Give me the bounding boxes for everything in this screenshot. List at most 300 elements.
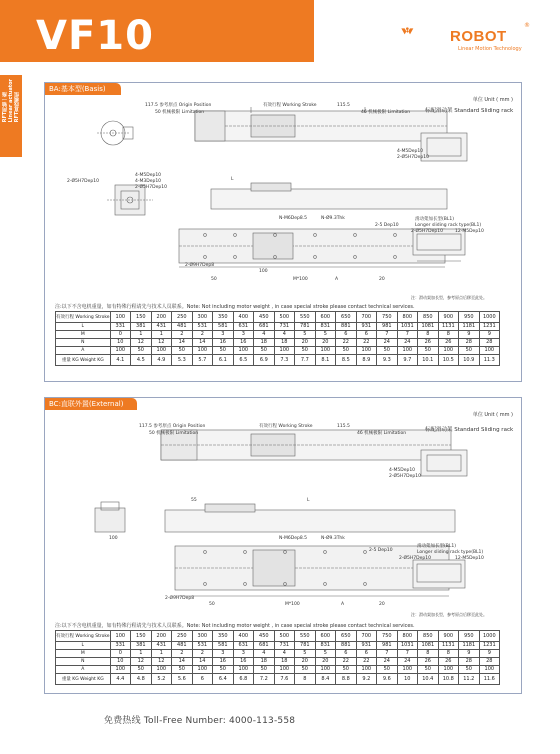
table-cell: 6.1 bbox=[213, 355, 234, 366]
table-cell: 881 bbox=[336, 642, 357, 650]
table-cell: 50 bbox=[131, 666, 152, 674]
table-cell: 14 bbox=[192, 658, 213, 666]
hole-m5-label: 4-M5Dep10 bbox=[397, 149, 424, 154]
stroke-cell: 150 bbox=[131, 312, 152, 323]
hole-h7-end2-label: 2-Ø5H7Dep10 bbox=[135, 185, 167, 190]
spec-note: 注:以下不含电机重量，如有特殊行程请先与技术人员联系。Note: Not including motor weight , in case special stroke please contact technical services. bbox=[55, 623, 415, 629]
table-row bbox=[56, 650, 500, 658]
table-cell: 100 bbox=[397, 347, 418, 355]
stroke-cell: 250 bbox=[172, 631, 193, 642]
table-cell: 20 bbox=[295, 339, 316, 347]
table-cell: 1031 bbox=[397, 323, 418, 331]
table-cell: 18 bbox=[254, 339, 275, 347]
stroke-cell: 450 bbox=[254, 312, 275, 323]
table-cell: 4.8 bbox=[131, 674, 152, 685]
table-cell: 100 bbox=[479, 666, 500, 674]
table-cell: 881 bbox=[336, 323, 357, 331]
table-cell: 14 bbox=[192, 339, 213, 347]
table-cell: 831 bbox=[315, 642, 336, 650]
stroke-cell: 700 bbox=[356, 631, 377, 642]
table-cell: 9 bbox=[459, 650, 480, 658]
spec-note: 注:以下不含电机重量，如有特殊行程请先与技术人员联系。Note: Not including motor weight , in case special stroke please contact technical services. bbox=[55, 304, 415, 310]
table-cell: 681 bbox=[254, 642, 275, 650]
robot-logo-icon bbox=[400, 18, 440, 48]
side-tab bbox=[0, 75, 22, 157]
table-cell: 11.2 bbox=[459, 674, 480, 685]
stroke-cell: 750 bbox=[377, 631, 398, 642]
dim-m100-label: M*100 bbox=[285, 602, 300, 607]
table-cell: 3 bbox=[213, 331, 234, 339]
hole-h7-label: 2-Ø5H7Dep10 bbox=[397, 155, 429, 160]
table-cell: 28 bbox=[459, 339, 480, 347]
table-cell: 8 bbox=[418, 650, 439, 658]
rack-long-cn-label: 滑动架加长型(BL1) bbox=[417, 544, 456, 549]
table-cell: 5.7 bbox=[192, 355, 213, 366]
table-cell: 50 bbox=[418, 347, 439, 355]
dim-50-label: 50 bbox=[211, 277, 217, 282]
table-cell: 8 bbox=[438, 331, 459, 339]
table-cell: 381 bbox=[131, 323, 152, 331]
table-cell: 10 bbox=[110, 658, 131, 666]
table-cell: 5 bbox=[295, 331, 316, 339]
stroke-cell: 950 bbox=[459, 312, 480, 323]
table-cell: 5 bbox=[315, 650, 336, 658]
row-label: L bbox=[56, 323, 111, 331]
stroke-cell: 200 bbox=[151, 631, 172, 642]
dim-m100-label: M*100 bbox=[293, 277, 308, 282]
stroke-cell: 900 bbox=[438, 312, 459, 323]
table-cell: 100 bbox=[151, 666, 172, 674]
table-cell: 22 bbox=[336, 658, 357, 666]
rack-long-h7-label: 2-Ø5H7Dep10 bbox=[411, 229, 443, 234]
hole-h7-end-label: 2-Ø5H7Dep10 bbox=[67, 179, 99, 184]
table-cell: 4.9 bbox=[151, 355, 172, 366]
table-cell: 1 bbox=[131, 331, 152, 339]
table-cell: 10 bbox=[397, 674, 418, 685]
table-cell: 2 bbox=[172, 650, 193, 658]
rack-standard-label: 标配滑动架 Standard Sliding rack bbox=[425, 427, 514, 433]
table-cell: 10.1 bbox=[418, 355, 439, 366]
stroke-cell: 850 bbox=[418, 631, 439, 642]
table-cell: 1 bbox=[131, 650, 152, 658]
hole-h7-label: 2-Ø5H7Dep10 bbox=[389, 474, 421, 479]
table-cell: 26 bbox=[418, 339, 439, 347]
table-cell: 381 bbox=[131, 642, 152, 650]
table-cell: 1031 bbox=[397, 642, 418, 650]
spec-table-basis bbox=[55, 311, 500, 366]
m5-2-label: 2-5 Dep10 bbox=[369, 548, 393, 553]
table-cell: 26 bbox=[418, 658, 439, 666]
table-header-row bbox=[56, 312, 500, 323]
n-9-label: N-Ø9.3Thk bbox=[321, 216, 345, 221]
table-cell: 1181 bbox=[459, 642, 480, 650]
unit-label: 单位 Unit ( mm ) bbox=[472, 412, 513, 418]
table-cell: 7 bbox=[397, 650, 418, 658]
table-cell: 8.5 bbox=[336, 355, 357, 366]
table-cell: 100 bbox=[315, 666, 336, 674]
table-cell: 12 bbox=[151, 339, 172, 347]
table-cell: 12 bbox=[131, 339, 152, 347]
table-cell: 0 bbox=[110, 650, 131, 658]
table-cell: 50 bbox=[254, 347, 275, 355]
table-cell: 1 bbox=[151, 331, 172, 339]
small-note-cn: 注：滑动架加长型，参考原点后移至此处。 bbox=[411, 295, 487, 300]
spec-table-external bbox=[55, 630, 500, 685]
table-cell: 331 bbox=[110, 323, 131, 331]
table-cell: 2 bbox=[192, 650, 213, 658]
table-cell: 10.8 bbox=[438, 674, 459, 685]
table-cell: 6.4 bbox=[213, 674, 234, 685]
n-9-label: N-Ø9.3Thk bbox=[321, 536, 345, 541]
table-cell: 3 bbox=[213, 650, 234, 658]
hole-m5-end-label: 4-M5Dep10 bbox=[135, 173, 162, 178]
table-cell: 100 bbox=[274, 666, 295, 674]
rack-long-cn-label: 滑动架加长型(BL1) bbox=[415, 217, 454, 222]
small-note-cn: 注：滑动架加长型，参考原点后移至此处。 bbox=[411, 612, 487, 617]
rack-standard-label: 标配滑动架 Standard Sliding rack bbox=[425, 108, 514, 114]
table-cell: 50 bbox=[131, 347, 152, 355]
table-cell: 1231 bbox=[479, 323, 500, 331]
hole-m5-label: 4-M5Dep10 bbox=[389, 468, 416, 473]
table-cell: 26 bbox=[438, 658, 459, 666]
n-m6-label: N-M6Dep8.5 bbox=[279, 216, 307, 221]
dim-a-label: A bbox=[335, 277, 339, 282]
origin-label: 117.5 参考原点 Origin Position bbox=[139, 424, 206, 429]
table-cell: 50 bbox=[295, 666, 316, 674]
table-cell: 20 bbox=[295, 658, 316, 666]
table-cell: 781 bbox=[295, 642, 316, 650]
table-cell: 9.7 bbox=[397, 355, 418, 366]
table-header-label: 有效行程 Working Stroke bbox=[56, 312, 111, 323]
table-cell: 1131 bbox=[438, 642, 459, 650]
limit-left-label: 50 机械极限 Limitation bbox=[149, 431, 199, 436]
table-row bbox=[56, 666, 500, 674]
table-cell: 16 bbox=[233, 658, 254, 666]
row-label: N bbox=[56, 339, 111, 347]
row-label: A bbox=[56, 666, 111, 674]
stroke-cell: 400 bbox=[233, 312, 254, 323]
limit-right-label: 46 机械极限 Limitation bbox=[357, 431, 407, 436]
section-title: BC:直联外置(External) bbox=[45, 398, 137, 410]
logo-brand: ROBOT bbox=[450, 28, 507, 45]
table-cell: 6 bbox=[336, 331, 357, 339]
stroke-cell: 850 bbox=[418, 312, 439, 323]
table-cell: 24 bbox=[377, 339, 398, 347]
stroke-cell: 700 bbox=[356, 312, 377, 323]
limit-left-label: 50 机械极限 Limitation bbox=[155, 110, 205, 115]
table-cell: 4 bbox=[274, 331, 295, 339]
table-cell: 100 bbox=[356, 666, 377, 674]
table-cell: 2 bbox=[192, 331, 213, 339]
dim-50-label: 50 bbox=[209, 602, 215, 607]
table-cell: 9.2 bbox=[356, 674, 377, 685]
table-cell: 100 bbox=[233, 666, 254, 674]
table-cell: 28 bbox=[479, 658, 500, 666]
table-cell: 100 bbox=[315, 347, 336, 355]
stroke-cell: 500 bbox=[274, 312, 295, 323]
row-label: L bbox=[56, 642, 111, 650]
stroke-cell: 600 bbox=[315, 631, 336, 642]
table-cell: 7 bbox=[377, 650, 398, 658]
table-cell: 781 bbox=[295, 323, 316, 331]
table-cell: 50 bbox=[213, 666, 234, 674]
table-cell: 50 bbox=[418, 666, 439, 674]
stroke-cell: 500 bbox=[274, 631, 295, 642]
table-cell: 431 bbox=[151, 642, 172, 650]
table-cell: 6 bbox=[356, 331, 377, 339]
table-cell: 50 bbox=[459, 666, 480, 674]
table-cell: 100 bbox=[397, 666, 418, 674]
h7-dep8-label: 2-Ø9H7Dep8 bbox=[185, 263, 215, 268]
table-cell: 18 bbox=[254, 658, 275, 666]
hole-m3-end-label: 4-M3Dep10 bbox=[135, 179, 162, 184]
table-cell: 1081 bbox=[418, 323, 439, 331]
table-cell: 6 bbox=[336, 650, 357, 658]
stroke-cell: 1000 bbox=[479, 631, 500, 642]
table-cell: 1131 bbox=[438, 323, 459, 331]
logo-tagline: Linear Motion Technology bbox=[458, 46, 522, 52]
table-cell: 8 bbox=[438, 650, 459, 658]
table-cell: 7 bbox=[397, 331, 418, 339]
table-cell: 631 bbox=[233, 323, 254, 331]
rack-long-h7-label: 2-Ø5H7Dep10 bbox=[399, 556, 431, 561]
table-cell: 16 bbox=[213, 658, 234, 666]
table-cell: 100 bbox=[110, 347, 131, 355]
stroke-label: 有效行程 Working Stroke bbox=[263, 103, 317, 108]
table-cell: 4 bbox=[254, 650, 275, 658]
row-label: A bbox=[56, 347, 111, 355]
table-cell: 731 bbox=[274, 642, 295, 650]
table-cell: 681 bbox=[254, 323, 275, 331]
dim-20-label: 20 bbox=[379, 602, 385, 607]
table-cell: 7.2 bbox=[254, 674, 275, 685]
table-cell: 100 bbox=[438, 666, 459, 674]
table-cell: 50 bbox=[336, 347, 357, 355]
logo-registered: ® bbox=[524, 22, 530, 29]
row-label: N bbox=[56, 658, 111, 666]
table-cell: 50 bbox=[295, 347, 316, 355]
rack-long-en-label: Longer sliding rack type(BL1) bbox=[415, 223, 482, 228]
dim-20-label: 20 bbox=[379, 277, 385, 282]
stroke-cell: 450 bbox=[254, 631, 275, 642]
table-cell: 100 bbox=[233, 347, 254, 355]
dim-115-label: 115.5 bbox=[337, 103, 350, 108]
table-cell: 331 bbox=[110, 642, 131, 650]
stroke-cell: 400 bbox=[233, 631, 254, 642]
table-row bbox=[56, 674, 500, 685]
table-cell: 981 bbox=[377, 642, 398, 650]
table-cell: 6 bbox=[356, 650, 377, 658]
table-cell: 8.1 bbox=[315, 355, 336, 366]
table-cell: 10 bbox=[110, 339, 131, 347]
table-cell: 6.8 bbox=[233, 674, 254, 685]
stroke-cell: 800 bbox=[397, 631, 418, 642]
row-label: M bbox=[56, 331, 111, 339]
stroke-cell: 300 bbox=[192, 312, 213, 323]
table-cell: 20 bbox=[315, 339, 336, 347]
table-cell: 581 bbox=[213, 323, 234, 331]
table-cell: 100 bbox=[110, 666, 131, 674]
table-row bbox=[56, 355, 500, 366]
n-m6-label: N-M6Dep8.5 bbox=[279, 536, 307, 541]
table-cell: 6.5 bbox=[233, 355, 254, 366]
table-cell: 7 bbox=[377, 331, 398, 339]
section-title: BA:基本型(Basis) bbox=[45, 83, 121, 95]
table-cell: 9 bbox=[479, 331, 500, 339]
stroke-cell: 1000 bbox=[479, 312, 500, 323]
table-cell: 22 bbox=[356, 339, 377, 347]
stroke-cell: 150 bbox=[131, 631, 152, 642]
table-cell: 731 bbox=[274, 323, 295, 331]
dim-a-label: A bbox=[341, 602, 345, 607]
origin-label: 117.5 参考原点 Origin Position bbox=[145, 103, 212, 108]
stroke-cell: 550 bbox=[295, 312, 316, 323]
dim-55-label: 55 bbox=[191, 498, 197, 503]
stroke-cell: 800 bbox=[397, 312, 418, 323]
row-label: 重量 KG Weight KG bbox=[56, 355, 111, 366]
table-cell: 20 bbox=[315, 658, 336, 666]
row-label: M bbox=[56, 650, 111, 658]
table-cell: 8.8 bbox=[336, 674, 357, 685]
table-cell: 4.1 bbox=[110, 355, 131, 366]
table-cell: 10.4 bbox=[418, 674, 439, 685]
table-cell: 481 bbox=[172, 323, 193, 331]
table-cell: 1231 bbox=[479, 642, 500, 650]
table-cell: 12 bbox=[131, 658, 152, 666]
limit-right-label: 46 机械极限 Limitation bbox=[361, 110, 411, 115]
section-external bbox=[44, 397, 522, 694]
table-cell: 14 bbox=[172, 658, 193, 666]
table-cell: 18 bbox=[274, 339, 295, 347]
table-cell: 6 bbox=[192, 674, 213, 685]
table-cell: 50 bbox=[254, 666, 275, 674]
table-cell: 531 bbox=[192, 323, 213, 331]
table-cell: 100 bbox=[438, 347, 459, 355]
table-cell: 1081 bbox=[418, 642, 439, 650]
table-cell: 4 bbox=[254, 331, 275, 339]
table-cell: 8 bbox=[418, 331, 439, 339]
stroke-cell: 650 bbox=[336, 631, 357, 642]
table-cell: 7.6 bbox=[274, 674, 295, 685]
stroke-cell: 100 bbox=[110, 312, 131, 323]
dim-L-label: L bbox=[307, 498, 310, 503]
table-row bbox=[56, 347, 500, 355]
table-cell: 9 bbox=[459, 331, 480, 339]
stroke-cell: 550 bbox=[295, 631, 316, 642]
table-cell: 431 bbox=[151, 323, 172, 331]
table-cell: 931 bbox=[356, 642, 377, 650]
table-cell: 100 bbox=[274, 347, 295, 355]
table-cell: 3 bbox=[233, 650, 254, 658]
table-cell: 9.3 bbox=[377, 355, 398, 366]
stroke-cell: 650 bbox=[336, 312, 357, 323]
table-cell: 50 bbox=[172, 666, 193, 674]
table-cell: 100 bbox=[151, 347, 172, 355]
table-cell: 3 bbox=[233, 331, 254, 339]
table-cell: 100 bbox=[192, 347, 213, 355]
table-cell: 8.9 bbox=[356, 355, 377, 366]
table-cell: 531 bbox=[192, 642, 213, 650]
stroke-cell: 350 bbox=[213, 631, 234, 642]
table-cell: 7.3 bbox=[274, 355, 295, 366]
dim-100-label: 100 bbox=[259, 269, 268, 274]
table-cell: 2 bbox=[172, 331, 193, 339]
table-cell: 981 bbox=[377, 323, 398, 331]
stroke-label: 有效行程 Working Stroke bbox=[259, 424, 313, 429]
table-cell: 16 bbox=[213, 339, 234, 347]
table-cell: 50 bbox=[459, 347, 480, 355]
toll-free-hotline: 免费热线 Toll-Free Number: 4000-113-558 bbox=[104, 716, 296, 726]
rack-long-m5-label: 12-M5Dep10 bbox=[455, 556, 484, 561]
table-cell: 11.6 bbox=[479, 674, 500, 685]
table-cell: 50 bbox=[377, 666, 398, 674]
table-cell: 581 bbox=[213, 642, 234, 650]
table-cell: 631 bbox=[233, 642, 254, 650]
table-cell: 9.6 bbox=[377, 674, 398, 685]
model-title: VF10 bbox=[36, 13, 154, 59]
table-cell: 4 bbox=[274, 650, 295, 658]
table-cell: 931 bbox=[356, 323, 377, 331]
table-cell: 50 bbox=[336, 666, 357, 674]
table-cell: 10.9 bbox=[459, 355, 480, 366]
table-cell: 831 bbox=[315, 323, 336, 331]
m5-2-label: 2-5 Dep10 bbox=[375, 223, 399, 228]
table-header-row bbox=[56, 631, 500, 642]
table-cell: 14 bbox=[172, 339, 193, 347]
table-cell: 18 bbox=[274, 658, 295, 666]
table-cell: 9 bbox=[479, 650, 500, 658]
table-cell: 26 bbox=[438, 339, 459, 347]
table-cell: 100 bbox=[192, 666, 213, 674]
table-row bbox=[56, 642, 500, 650]
table-cell: 1 bbox=[151, 650, 172, 658]
unit-label: 单位 Unit ( mm ) bbox=[472, 97, 513, 103]
table-cell: 7.7 bbox=[295, 355, 316, 366]
table-cell: 5.3 bbox=[172, 355, 193, 366]
table-cell: 100 bbox=[479, 347, 500, 355]
table-cell: 5 bbox=[315, 331, 336, 339]
table-cell: 1181 bbox=[459, 323, 480, 331]
rack-long-en-label: Longer sliding rack type(BL1) bbox=[417, 550, 484, 555]
table-cell: 8 bbox=[295, 674, 316, 685]
table-cell: 24 bbox=[397, 339, 418, 347]
row-label: 重量 KG Weight KG bbox=[56, 674, 111, 685]
stroke-cell: 300 bbox=[192, 631, 213, 642]
stroke-cell: 600 bbox=[315, 312, 336, 323]
table-row bbox=[56, 658, 500, 666]
table-cell: 24 bbox=[397, 658, 418, 666]
table-cell: 22 bbox=[356, 658, 377, 666]
dim-115-label: 115.5 bbox=[337, 424, 350, 429]
table-row bbox=[56, 339, 500, 347]
table-row bbox=[56, 323, 500, 331]
table-cell: 28 bbox=[479, 339, 500, 347]
stroke-cell: 750 bbox=[377, 312, 398, 323]
table-cell: 10.5 bbox=[438, 355, 459, 366]
table-header-label: 有效行程 Working Stroke bbox=[56, 631, 111, 642]
technical-drawing bbox=[45, 83, 523, 303]
table-row bbox=[56, 331, 500, 339]
table-cell: 8.4 bbox=[315, 674, 336, 685]
table-cell: 5.6 bbox=[172, 674, 193, 685]
table-cell: 12 bbox=[151, 658, 172, 666]
stroke-cell: 100 bbox=[110, 631, 131, 642]
side-tab-label: RFT两轴一拖 Linear actuator RFT直线模组 bbox=[2, 79, 20, 123]
rack-long-m5-label: 12-M5Dep10 bbox=[455, 229, 484, 234]
table-cell: 0 bbox=[110, 331, 131, 339]
table-cell: 11.3 bbox=[479, 355, 500, 366]
table-cell: 22 bbox=[336, 339, 357, 347]
